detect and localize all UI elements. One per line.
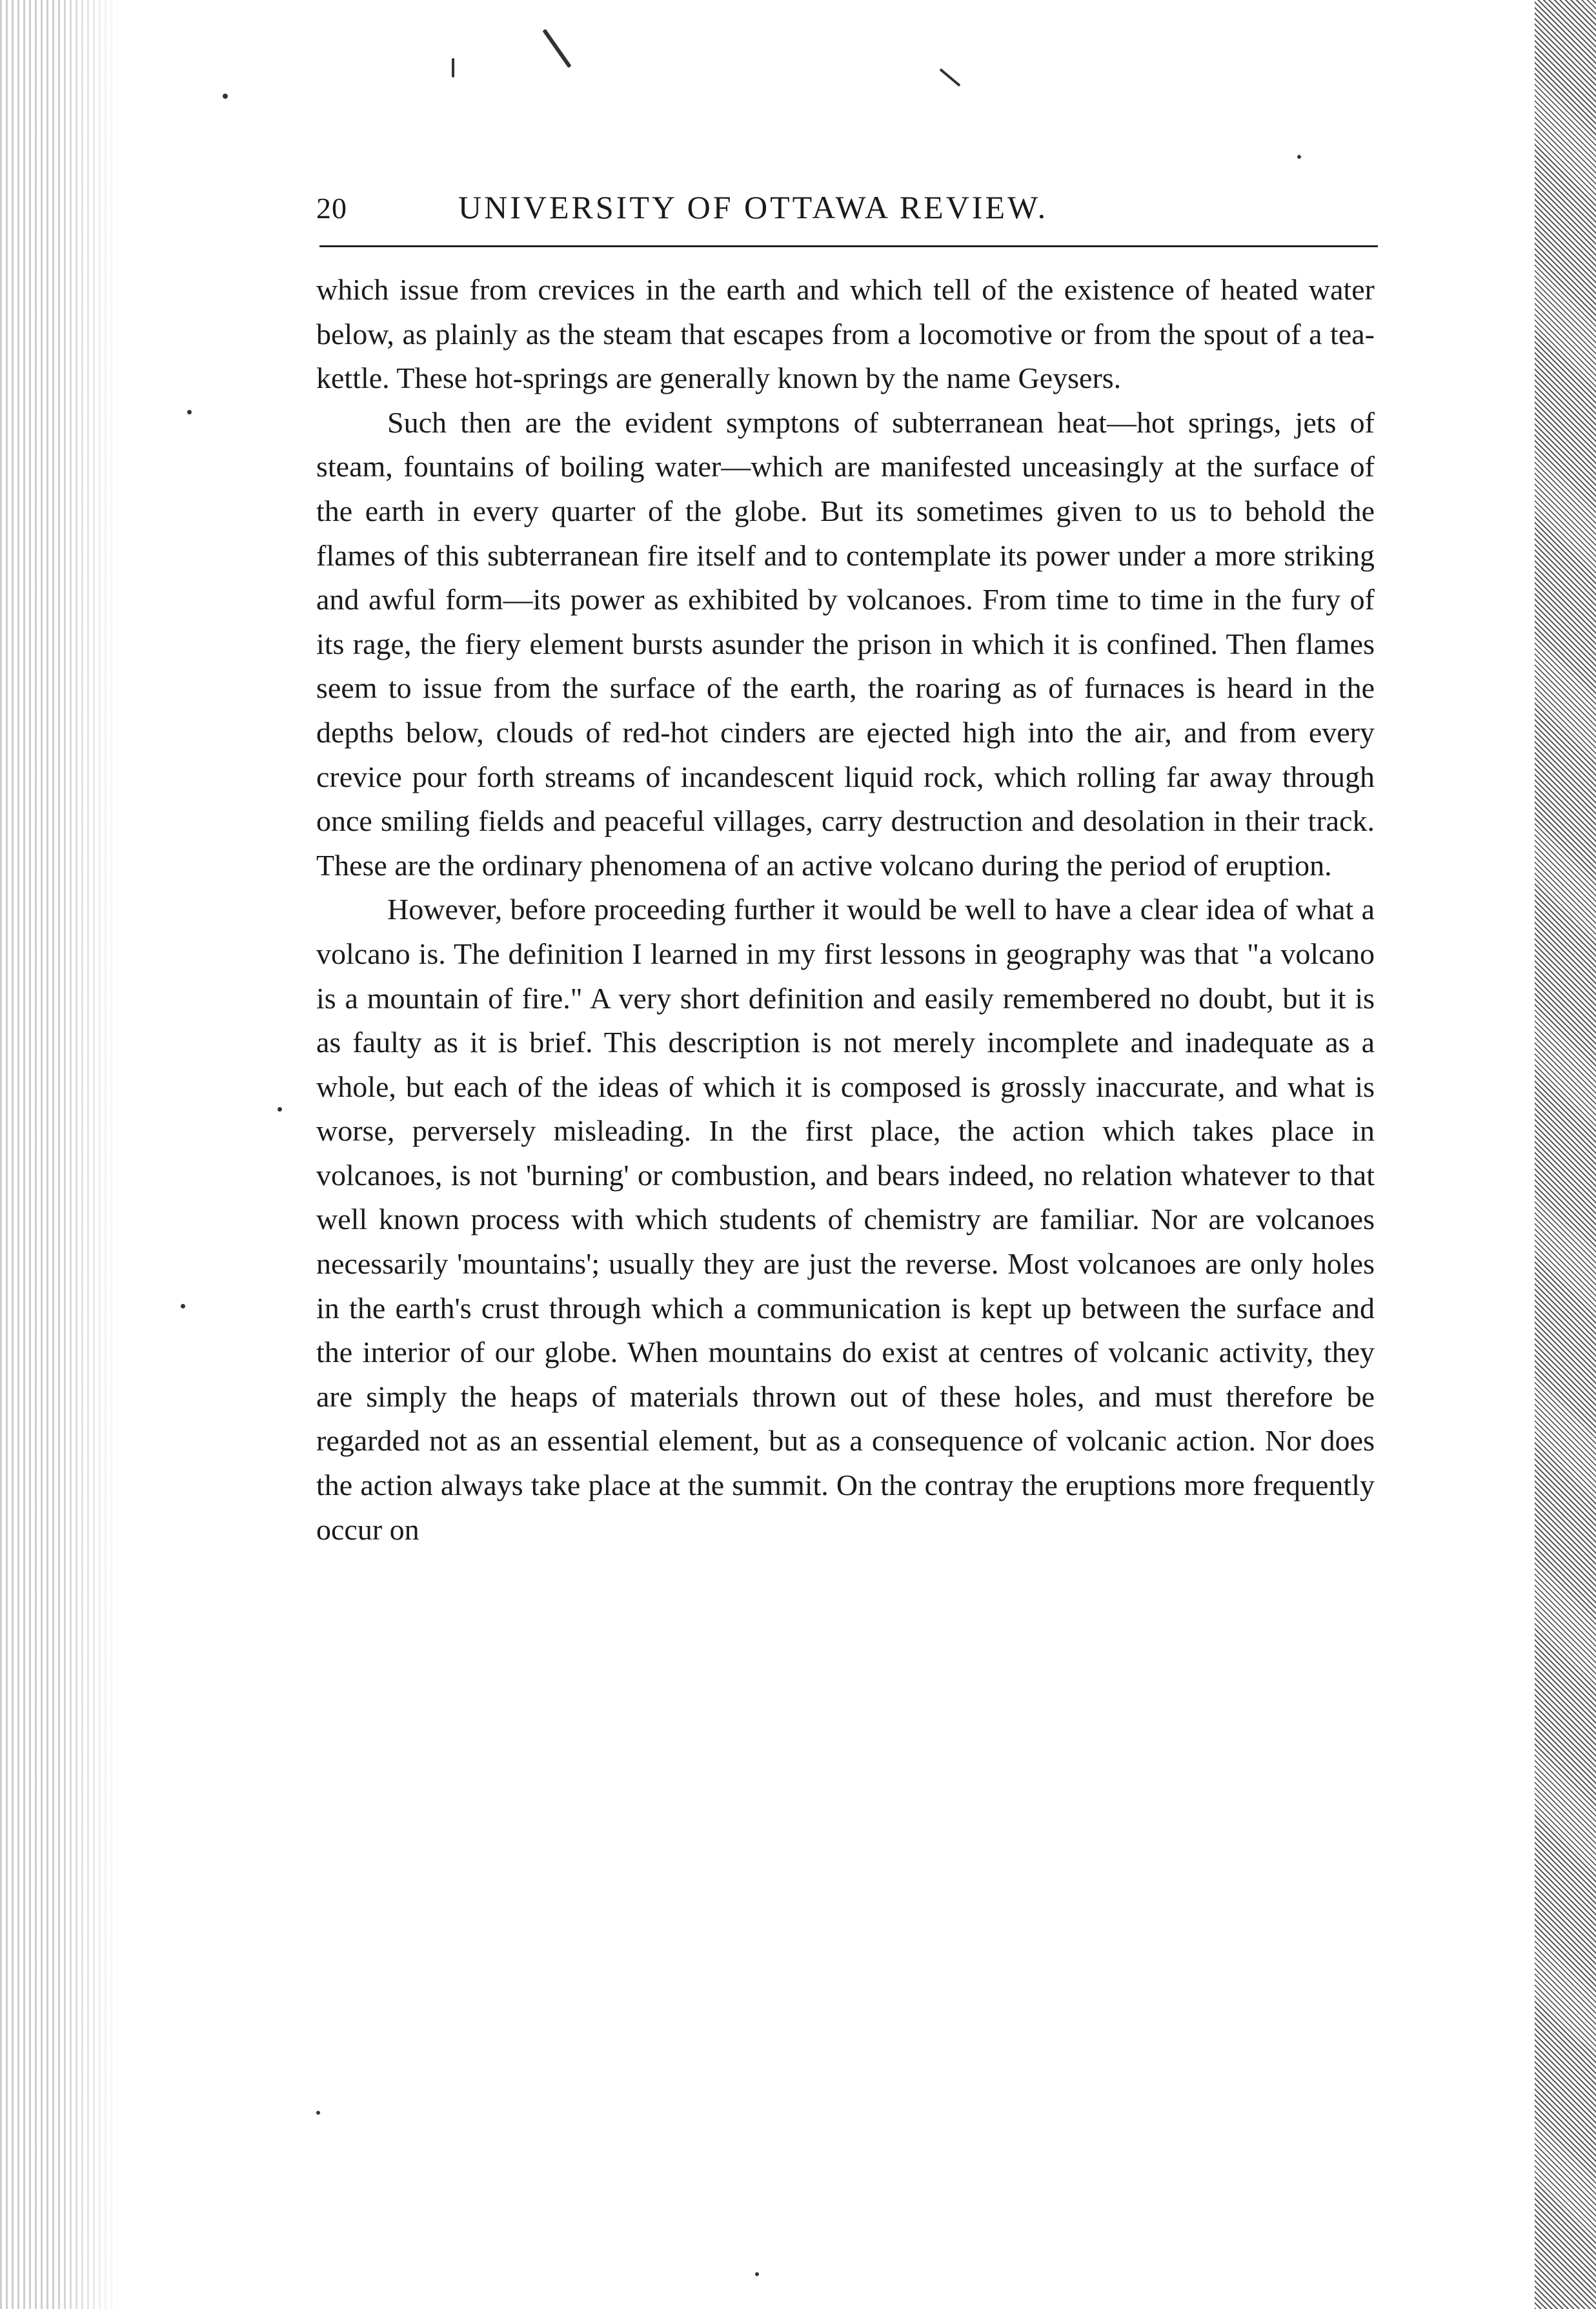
paragraph-1: which issue from crevices in the earth and which tell of the existence of heated water below, as plainly as the steam that escapes from a locomotive or from the spout of a tea-kettle. These hot-springs are generally known by the name Geysers. bbox=[316, 273, 1375, 395]
header-rule bbox=[319, 245, 1378, 247]
paragraph-2: Such then are the evident symptons of subterranean heat—hot springs, jets of steam, fountains of boiling water—which are manifested unceasingly at the surface of the earth in every quarter of the globe. But its sometimes given to us to behold the flames of this subterranean fire itself and to contemplate its power under a more striking and awful form—its power as exhibited by volcanoes. From time to time in the fury of its rage, the fiery element bursts asunder the prison in which it is confined. Then flames seem to issue from the surface of the earth, the roaring as of furnaces is heard in the depths below, clouds of red-hot cinders are ejected high into the air, and from every crevice pour forth streams of incandescent liquid rock, which rolling far away through once smiling fields and peaceful villages, carry destruction and desolation in their track. These are the ordinary phenomena of an active volcano during the period of eruption. bbox=[316, 405, 1375, 882]
page-header bbox=[316, 188, 1375, 235]
scan-edge-right bbox=[1535, 0, 1596, 2309]
scan-edge-left bbox=[0, 0, 123, 2309]
scan-speck bbox=[452, 58, 454, 77]
scan-speck bbox=[542, 29, 571, 68]
page-number: 20 bbox=[316, 192, 347, 225]
scan-speck bbox=[939, 68, 960, 87]
scan-speck bbox=[755, 2272, 759, 2276]
scan-speck bbox=[223, 94, 228, 99]
scan-speck bbox=[181, 1304, 185, 1308]
scan-speck bbox=[1297, 155, 1301, 159]
paragraph-3: However, before proceeding further it would be well to have a clear idea of what a volcano is. The definition I learned in my first lessons in geography was that "a volcano is a mountain of fire." A very short definition and easily remembered no doubt, but it is as faulty as it is brief. This description is not merely incomplete and inadequate as a whole, but each of the ideas of which it is composed is grossly inaccurate, and what is worse, perversely misleading. In the first place, the action which takes place in volcanoes, is not 'burning' or combustion, and bears indeed, no relation whatever to that well known process with which students of chemistry are familiar. Nor are volcanoes necessarily 'mountains'; usually they are just the reverse. Most volcanoes are only holes in the earth's crust through which a communication is kept up between the surface and the interior of our globe. When mountains do exist at centres of volcanic activity, they are simply the heaps of materials thrown out of these holes, and must therefore be regarded not as an essential element, but as a consequence of volcanic action. Nor does the action always take place at the summit. On the contray the eruptions more frequently occur on bbox=[316, 893, 1375, 1546]
scan-speck bbox=[278, 1107, 282, 1112]
running-title: UNIVERSITY OF OTTAWA REVIEW. bbox=[458, 189, 1049, 225]
scan-speck bbox=[316, 2111, 320, 2115]
scan-speck bbox=[187, 410, 192, 414]
article-body bbox=[316, 268, 1375, 1552]
